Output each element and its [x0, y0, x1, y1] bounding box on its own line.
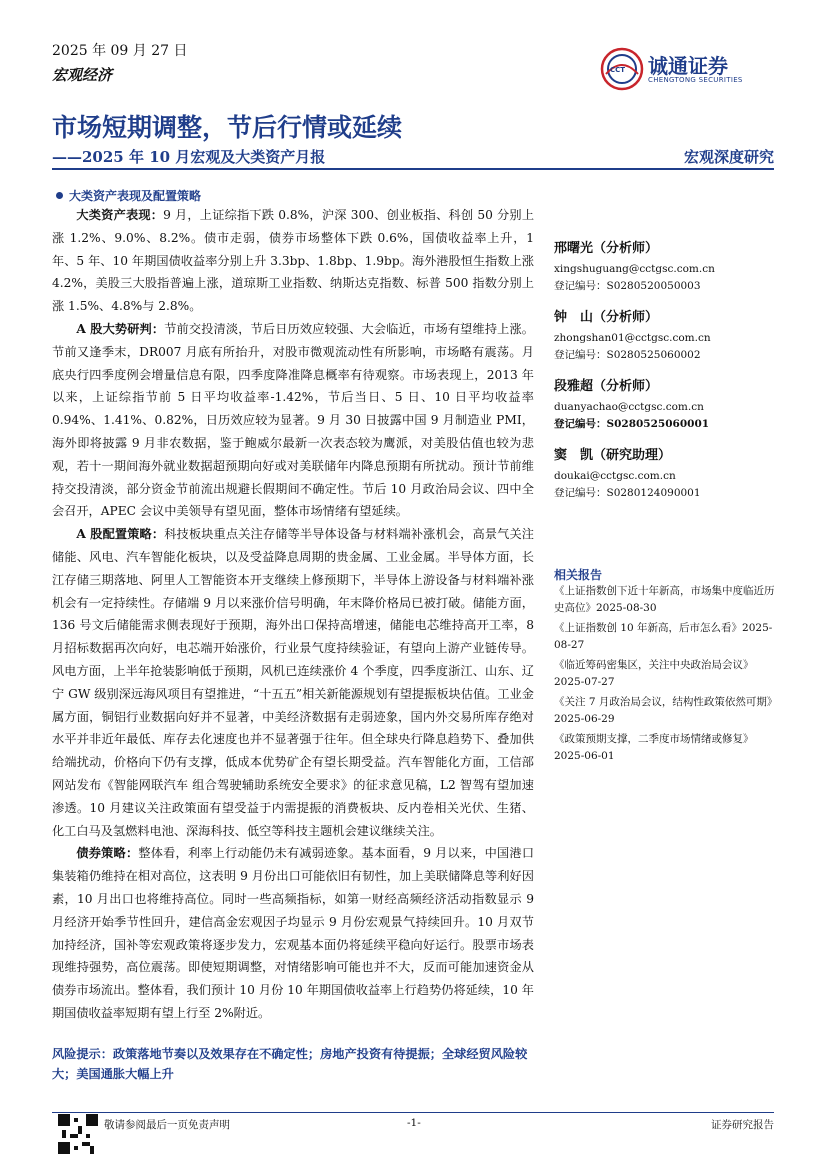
section-heading: 大类资产表现及配置策略 [56, 187, 201, 204]
report-category: 宏观经济 [52, 66, 113, 84]
page-subtitle: ——2025 年 10 月宏观及大类资产月报 [52, 148, 326, 166]
analyst-list [554, 240, 774, 516]
footer-disclaimer: 敬请参阅最后一页免责声明 [104, 1119, 230, 1131]
page-number: -1- [407, 1117, 421, 1129]
related-report-link[interactable]: 《上证指数创下近十年新高，市场集中度临近历史高位》2025-08-30 [554, 585, 775, 614]
related-report-link[interactable]: 《关注 7 月政治局会议，结构性政策依然可期》2025-06-29 [554, 696, 773, 725]
analyst-card: 窦 凯（研究助理） doukai@cctgsc.com.cn 登记编号：S0280124090001 [554, 447, 774, 502]
analyst-email[interactable]: xingshuguang@cctgsc.com.cn [554, 263, 715, 275]
analyst-card: 段雅超（分析师） duanyachao@cctgsc.com.cn 登记编号：S0280525060001 [554, 378, 774, 433]
analyst-card: 钟 山（分析师） zhongshan01@cctgsc.com.cn 登记编号：S0280525060002 [554, 309, 774, 364]
paragraph: 债券策略：整体看，利率上行动能仍未有减弱迹象。基本面看，9 月以来，中国港口集装箱仍维持在相对高位，这表明 9 月份出口可能依旧有韧性，加上美联储降息等利好因素，10 月出口也将维持高位。同时一些高频指标，如第一财经高频经济活动指数显示 9 月经济开始季节性回升，建信高金宏观因子均显示 9 月份宏观景气持续回升。10 月双节加持经济，国补等宏观政策将逐步发力，宏观基本面仍将延续平稳向好运行。股票市场表现维持强势，高位震荡。即使短期调整，对情绪影响可能也并不大，反而可能加速资金从债券市场流出。整体看，我们预计 10 月份 10 年期国债收益率上行趋势仍将延续，10 年期国债收益率短期有望上行至 2%附近。 [52, 846, 535, 1020]
analyst-reg: 登记编号：S0280124090001 [554, 487, 701, 499]
report-series: 宏观深度研究 [683, 148, 774, 166]
report-date: 2025 年 09 月 27 日 [52, 43, 188, 59]
analyst-reg: 登记编号：S0280525060001 [554, 418, 710, 430]
analyst-card: 邢曙光（分析师） xingshuguang@cctgsc.com.cn 登记编号：S0280520050003 [554, 240, 774, 295]
page-title: 市场短期调整，节后行情或延续 [52, 113, 403, 142]
footer-report-type: 证券研究报告 [711, 1119, 774, 1131]
qr-code-icon [58, 1114, 98, 1154]
analyst-reg: 登记编号：S0280525060002 [554, 349, 701, 361]
paragraph: 大类资产表现：9 月，上证综指下跌 0.8%，沪深 300、创业板指、科创 50 分别上涨 1.2%、9.0%、8.2%。债市走弱，债券市场整体下跌 0.6%，国债收益率上升，1 年、5 年、10 年期国债收益率分别上升 3.3bp、1.8bp、1.9bp。海外港股恒生指数上涨 4.2%，美股三大股指普遍上涨，道琼斯工业指数、纳斯达克指数、标普 500 指数分别上涨 1.5%、4.8%与 2.8%。 [52, 208, 535, 314]
paragraph: A 股大势研判：节前交投清淡，节后日历效应较强、大会临近，市场有望维持上涨。节前又逢季末，DR007 月底有所抬升，对股市微观流动性有所影响，市场略有震荡。月底央行四季度例会增量信息有限，四季度降准降息概率有待观察。市场表现上，2013 年以来，上证综指节前 5 日平均收益率-1.42%，节后当日、5 日、10 日平均收益率 0.94%、1.41%、0.82%，日历效应较为显著。9 月 30 日披露中国 9 月制造业 PMI，海外即将披露 9 月非农数据，鉴于鲍威尔最新一次表态较为鹰派，对美股估值也较为悲观，若十一期间海外就业数据超预期向好或对美联储年内降息预期有所扰动。预计节前维持交投清淡，部分资金节前流出规避长假期间不确定性。节后 10 月政治局会议、四中全会召开，APEC 会议中美领导有望见面，整体市场情绪有望延续。 [52, 321, 534, 519]
brand-name-en: CHENGTONG SECURITIES [648, 76, 743, 84]
brand-name: 诚通证券 [648, 54, 728, 78]
footer-divider [52, 1112, 774, 1113]
main-body [52, 204, 534, 1025]
related-report-link[interactable]: 《临近筹码密集区，关注中央政治局会议》2025-07-27 [554, 659, 754, 688]
related-reports-heading: 相关报告 [554, 568, 603, 582]
related-report-link[interactable]: 《上证指数创 10 年新高，后市怎么看》2025-08-27 [554, 622, 773, 651]
bullet-icon [56, 192, 63, 199]
analyst-email[interactable]: zhongshan01@cctgsc.com.cn [554, 332, 711, 344]
brand-mark: CCT [610, 66, 626, 74]
related-report-link[interactable]: 《政策预期支撑，二季度市场情绪或修复》2025-06-01 [554, 733, 754, 762]
header-divider [52, 168, 774, 170]
analyst-reg: 登记编号：S0280520050003 [554, 280, 701, 292]
analyst-email[interactable]: doukai@cctgsc.com.cn [554, 470, 676, 482]
analyst-email[interactable]: duanyachao@cctgsc.com.cn [554, 401, 704, 413]
paragraph: A 股配置策略：科技板块重点关注存储等半导体设备与材料端补涨机会，高景气关注储能、风电、汽车智能化板块，以及受益降息周期的贵金属、工业金属。半导体方面，长江存储三期落地、阿里人工智能资本开支继续上修预期下，半导体上游设备与材料端补涨机会有一定持续性。存储端 9 月以来涨价信号明确，年末降价格局已被打破。储能方面，136 号文后储能需求侧表现好于预期，海外出口保持高增速，储能电芯维持高开工率，8 月招标数据再次向好，电芯端开始涨价，行业景气度持续验证，有望向上游产业链传导。风电方面，上半年抢装影响低于预期，风机已连续涨价 4 个季度，四季度浙江、山东、辽宁 GW 级别深远海风项目有望推进，“十五五”相关新能源规划有望提振板块估值。工业金属方面，铜铝行业数据向好并不显著，中美经济数据有走弱迹象，国内外交易所库存绝对水平并非近年最低、库存去化速度也并不显著强于往年。但全球央行降息趋势下、叠加供给端扰动，价格向下仍有支撑，低成本优势矿企有望长期受益。汽车智能化方面，工信部网站发布《智能网联汽车 组合驾驶辅助系统安全要求》的征求意见稿，L2 智驾有望加速渗透。10 月建议关注政策面有望受益于内需提振的消费板块、反内卷相关光伏、生猪、化工白马及氢燃料电池、深海科技、低空等科技主题机会建议继续关注。 [52, 527, 534, 838]
risk-warning: 风险提示：政策落地节奏以及效果存在不确定性；房地产投资有待提振；全球经贸风险较大；美国通胀大幅上升 [52, 1047, 528, 1081]
related-reports [554, 583, 776, 768]
